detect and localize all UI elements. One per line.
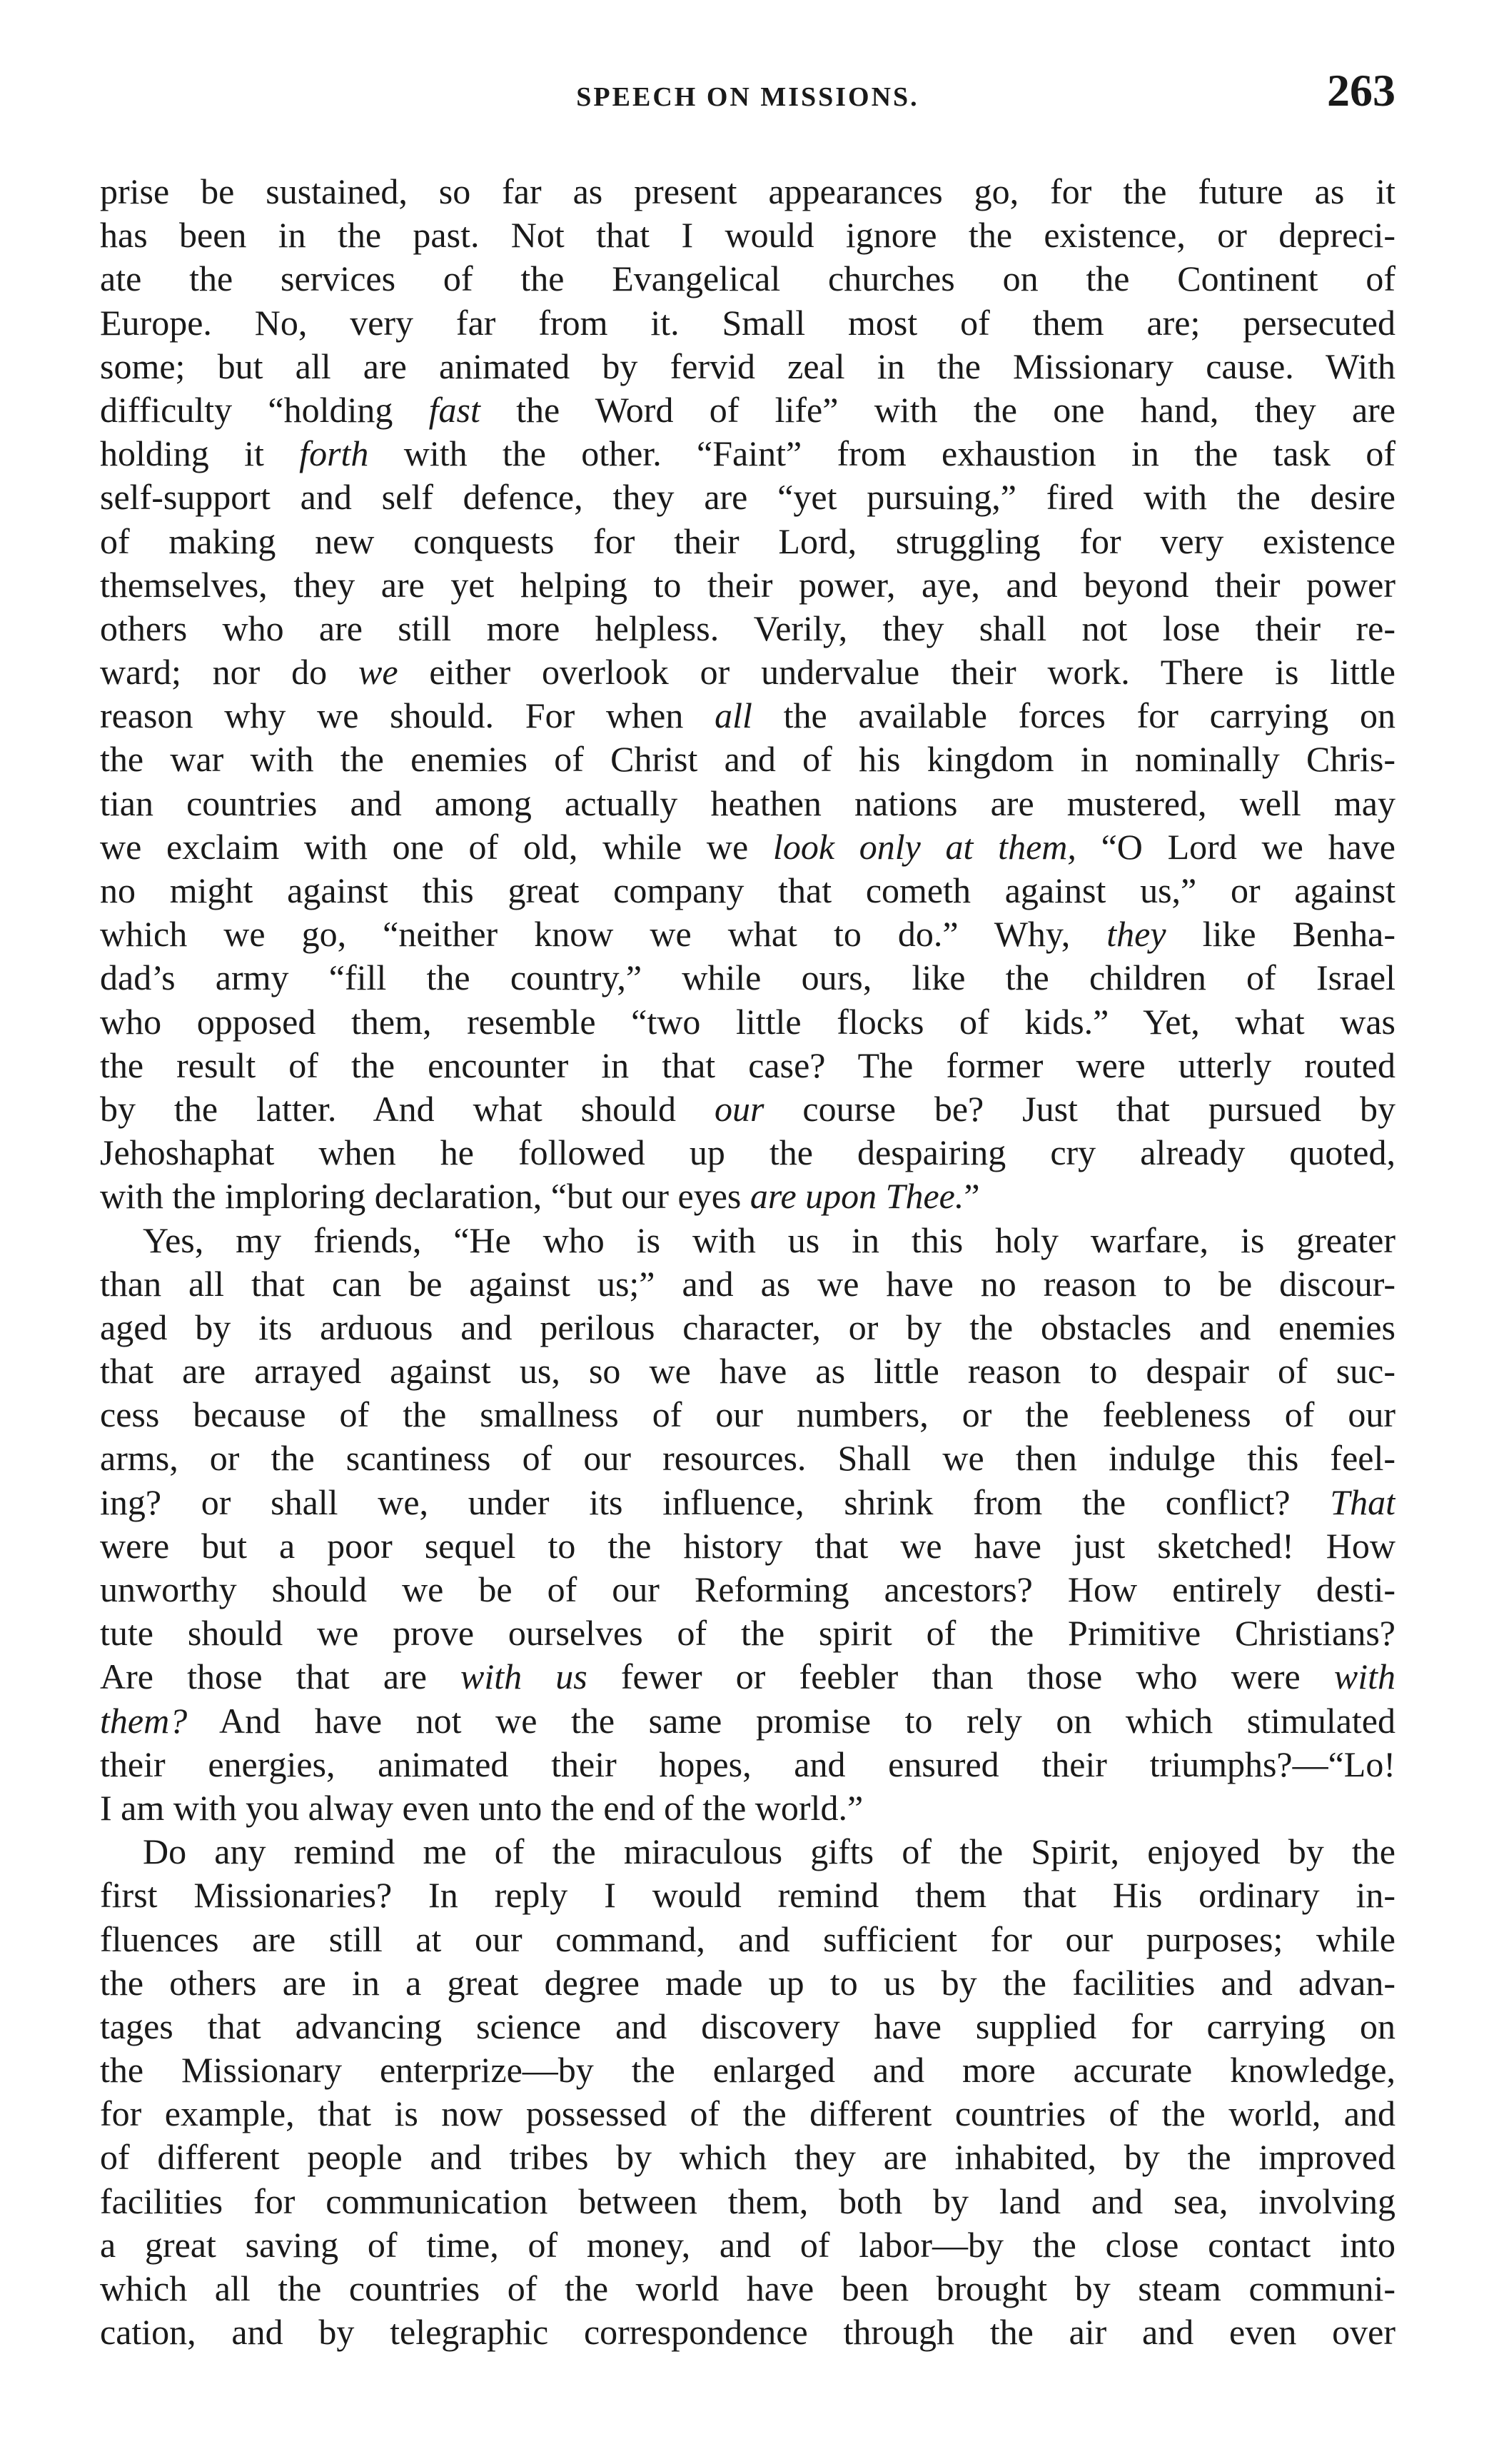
text-line (100, 388, 1395, 432)
text-line (100, 170, 1395, 213)
text-span: Yes, my friends, “He who is with us in this holy warfare, is greater (143, 1220, 1395, 1260)
text-span: arms, or the scantiness of our resources. Shall we then indulge this feel- (100, 1438, 1395, 1479)
text-span: self-support and self defence, they are “yet pursuing,” fired with the desire (100, 477, 1395, 518)
text-span: the available forces for carrying on (752, 695, 1395, 736)
text-line (100, 912, 1395, 956)
text-span: fewer or feebler than those who were (587, 1656, 1334, 1697)
text-span: has been in the past. Not that I would ignore the existence, or depreci- (100, 215, 1395, 256)
text-span: no might against this great company that cometh against us,” or against (100, 870, 1395, 910)
italic-text: our (715, 1088, 764, 1129)
italic-text: are upon Thee. (749, 1176, 964, 1217)
text-line (100, 1131, 1395, 1175)
text-span: ing? or shall we, under its influence, shrink from the conflict? (100, 1482, 1331, 1522)
italic-text: all (715, 695, 752, 736)
text-line (100, 1349, 1395, 1393)
text-line (100, 1306, 1395, 1349)
text-line (100, 1437, 1395, 1480)
text-span: the war with the enemies of Christ and of his kingdom in nominally Chris- (100, 739, 1395, 780)
text-line (100, 2180, 1395, 2223)
text-span: with the imploring declaration, “but our eyes (100, 1176, 750, 1217)
text-span: holding it (100, 433, 300, 474)
text-line (100, 432, 1395, 476)
text-span: cation, and by telegraphic correspondence through the air and even over (100, 2312, 1395, 2353)
text-span: tages that advancing science and discovery have supplied for carrying on (100, 2006, 1395, 2046)
text-span: either overlook or undervalue their work. There is little (398, 652, 1395, 693)
text-line (100, 2005, 1395, 2048)
text-span: the others are in a great degree made up to us by the facilities and advan- (100, 1962, 1395, 2003)
text-line (100, 1918, 1395, 1961)
text-span: Jehoshaphat when he followed up the despairing cry already quoted, (100, 1132, 1395, 1173)
text-span: a great saving of time, of money, and of labor—by the close contact into (100, 2224, 1395, 2265)
text-line (100, 1568, 1395, 1611)
text-line (100, 2136, 1395, 2179)
text-line (100, 782, 1395, 825)
text-line (100, 956, 1395, 1000)
text-line (100, 1743, 1395, 1786)
text-span: reason why we should. For when (100, 695, 715, 736)
text-line (100, 1524, 1395, 1568)
text-span: the result of the encounter in that case? The former were utterly routed (100, 1045, 1395, 1085)
text-line (100, 1262, 1395, 1306)
text-line (100, 257, 1395, 301)
text-line (100, 563, 1395, 607)
text-line (100, 1000, 1395, 1044)
text-span: tute should we prove ourselves of the spirit of the Primitive Christians? (100, 1613, 1395, 1654)
text-span: first Missionaries? In reply I would remind them that His ordinary in- (100, 1875, 1395, 1916)
text-span: with the other. “Faint” from exhaustion in the task of (368, 433, 1395, 474)
text-span: fluences are still at our command, and sufficient for our purposes; while (100, 1919, 1395, 1959)
text-line (100, 1786, 1395, 1830)
text-span: facilities for communication between them, both by land and sea, involving (100, 2181, 1395, 2221)
text-span: which we go, “neither know we what to do.” Why, (100, 914, 1107, 955)
text-line (100, 1961, 1395, 2005)
italic-text: That (1330, 1482, 1395, 1522)
text-span: And have not we the same promise to rely on which stimulated (187, 1700, 1395, 1741)
text-line (100, 301, 1395, 345)
text-line (100, 738, 1395, 781)
text-line (100, 650, 1395, 694)
italic-text: they (1106, 914, 1166, 955)
italic-text: with us (460, 1656, 587, 1697)
italic-text: forth (299, 433, 369, 474)
text-line (100, 1175, 1395, 1218)
text-span: the Word of life” with the one hand, they are (480, 389, 1395, 430)
text-line (100, 2223, 1395, 2267)
text-span: some; but all are animated by fervid zeal in the Missionary cause. With (100, 346, 1395, 386)
text-span: cess because of the smallness of our numbers, or the feebleness of our (100, 1394, 1395, 1435)
text-span: we exclaim with one of old, while we (100, 826, 773, 867)
text-line (100, 1655, 1395, 1699)
italic-text: fast (428, 389, 480, 430)
text-span: aged by its arduous and perilous character, or by the obstacles and enemies (100, 1307, 1395, 1347)
text-line (100, 1393, 1395, 1437)
text-line (100, 2310, 1395, 2354)
text-span: ate the services of the Evangelical churches on the Continent of (100, 258, 1395, 299)
italic-text: look only at them, (772, 826, 1076, 867)
text-line (100, 1874, 1395, 1917)
text-line (100, 607, 1395, 650)
text-span: Europe. No, very far from it. Small most of them are; persecuted (100, 302, 1395, 343)
text-span: I am with you alway even unto the end of the world.” (100, 1787, 864, 1828)
text-line (100, 520, 1395, 563)
text-span: prise be sustained, so far as present appearances go, for the future as it (100, 171, 1395, 211)
text-span: difficulty “holding (100, 389, 429, 430)
text-span: were but a poor sequel to the history that we have just sketched! How (100, 1525, 1395, 1566)
text-span: their energies, animated their hopes, and ensured their triumphs?—“Lo! (100, 1744, 1395, 1784)
text-line (100, 476, 1395, 519)
text-span: the Missionary enterprize—by the enlarged and more accurate knowledge, (100, 2050, 1395, 2091)
text-line (100, 1044, 1395, 1087)
text-line (100, 825, 1395, 869)
text-span: than all that can be against us;” and as we have no reason to be discour- (100, 1263, 1395, 1304)
text-span: who opposed them, resemble “two little flocks of kids.” Yet, what was (100, 1001, 1395, 1042)
running-head (100, 64, 1395, 129)
text-line (100, 869, 1395, 912)
text-line (100, 2267, 1395, 2310)
body-text (100, 170, 1395, 2354)
text-line (100, 213, 1395, 257)
text-span: course be? Just that pursued by (764, 1088, 1395, 1129)
text-line (100, 345, 1395, 388)
text-span: of different people and tribes by which they are inhabited, by the improved (100, 2137, 1395, 2178)
text-line (100, 1481, 1395, 1524)
italic-text: them? (100, 1700, 188, 1741)
text-span: unworthy should we be of our Reforming ancestors? How entirely desti- (100, 1569, 1395, 1609)
text-span: others who are still more helpless. Verily, they shall not lose their re- (100, 608, 1395, 648)
text-span: by the latter. And what should (100, 1088, 715, 1129)
text-span: of making new conquests for their Lord, struggling for very existence (100, 521, 1395, 561)
text-span: that are arrayed against us, so we have as little reason to despair of suc- (100, 1351, 1395, 1392)
text-span: tian countries and among actually heathen nations are mustered, well may (100, 783, 1395, 823)
text-span: for example, that is now possessed of the different countries of the world, and (100, 2093, 1395, 2134)
text-span: ” (964, 1176, 980, 1217)
text-span: Do any remind me of the miraculous gifts of the Spirit, enjoyed by the (143, 1831, 1395, 1872)
text-span: ward; nor do (100, 652, 359, 693)
text-line (100, 1219, 1395, 1262)
text-span: like Benha- (1166, 914, 1395, 955)
running-title: SPEECH ON MISSIONS. (576, 82, 919, 112)
text-line (100, 2048, 1395, 2092)
italic-text: with (1333, 1656, 1395, 1697)
text-span: “O Lord we have (1076, 826, 1395, 867)
text-span: themselves, they are yet helping to their power, aye, and beyond their power (100, 564, 1395, 605)
text-span: Are those that are (100, 1656, 461, 1697)
italic-text: we (358, 652, 398, 693)
text-span: which all the countries of the world have been brought by steam communi- (100, 2268, 1395, 2308)
text-line (100, 1087, 1395, 1131)
text-line (100, 1699, 1395, 1743)
text-line (100, 1830, 1395, 1874)
text-line (100, 694, 1395, 738)
page-number: 263 (1327, 65, 1395, 116)
text-line (100, 2092, 1395, 2136)
text-line (100, 1611, 1395, 1655)
text-span: dad’s army “fill the country,” while ours, like the children of Israel (100, 957, 1395, 998)
